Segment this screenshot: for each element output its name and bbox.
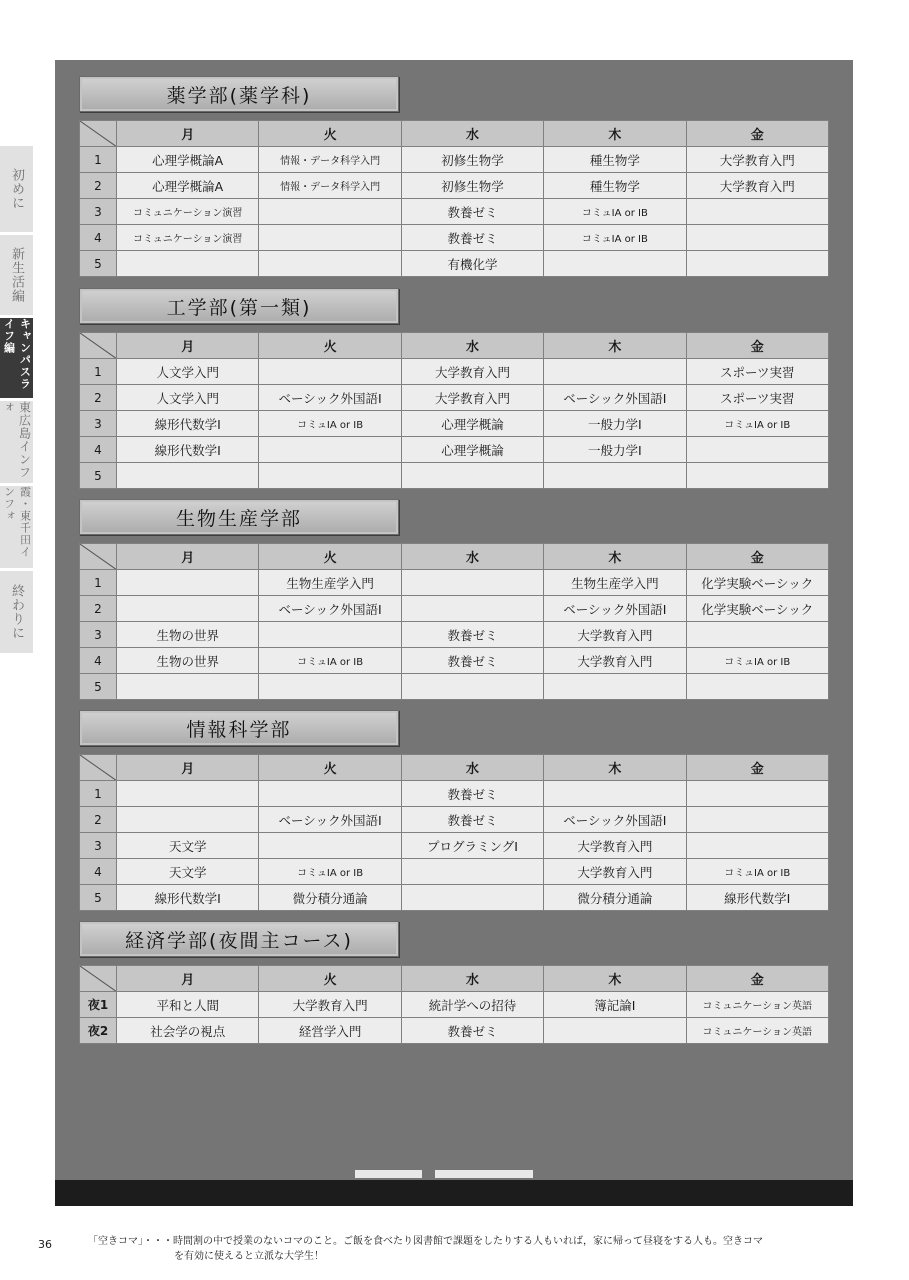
bottom-bar xyxy=(55,1180,853,1206)
section-pharmacy xyxy=(79,76,828,277)
class-cell xyxy=(544,781,686,807)
class-cell: コミュニケーション演習 xyxy=(117,225,259,251)
class-cell: 大学教育入門 xyxy=(686,173,828,199)
class-cell: ベーシック外国語Ⅰ xyxy=(259,385,401,411)
class-cell xyxy=(686,833,828,859)
class-cell: 教養ゼミ xyxy=(401,648,543,674)
class-cell: 生物の世界 xyxy=(117,648,259,674)
class-cell: 大学教育入門 xyxy=(259,992,401,1018)
tab-new-life[interactable]: 新生活編 xyxy=(0,235,33,315)
table-row xyxy=(80,359,829,385)
class-cell: コミュⅠA or ⅠB xyxy=(544,225,686,251)
class-cell: 天文学 xyxy=(117,833,259,859)
table-row xyxy=(80,411,829,437)
day-header: 火 xyxy=(259,544,401,570)
class-cell xyxy=(544,359,686,385)
class-cell: コミュⅠA or ⅠB xyxy=(259,859,401,885)
class-cell: 線形代数学Ⅰ xyxy=(117,885,259,911)
class-cell: 大学教育入門 xyxy=(401,385,543,411)
table-row xyxy=(80,173,829,199)
day-header: 木 xyxy=(544,755,686,781)
class-cell xyxy=(259,833,401,859)
class-cell xyxy=(544,1018,686,1044)
table-row xyxy=(80,992,829,1018)
class-cell: ベーシック外国語Ⅰ xyxy=(544,385,686,411)
period-label: 4 xyxy=(80,859,117,885)
class-cell xyxy=(401,885,543,911)
table-row xyxy=(80,570,829,596)
class-cell: 種生物学 xyxy=(544,147,686,173)
class-cell: 統計学への招待 xyxy=(401,992,543,1018)
tab-campus-life[interactable]: キャンパスライフ編 xyxy=(0,318,33,398)
day-header: 木 xyxy=(544,544,686,570)
class-cell xyxy=(117,463,259,489)
day-header: 火 xyxy=(259,333,401,359)
day-header: 火 xyxy=(259,755,401,781)
class-cell xyxy=(686,622,828,648)
period-label: 5 xyxy=(80,251,117,277)
corner-cell xyxy=(80,966,117,992)
class-cell: 線形代数学Ⅰ xyxy=(686,885,828,911)
class-cell: ベーシック外国語Ⅰ xyxy=(259,807,401,833)
period-label: 5 xyxy=(80,463,117,489)
class-cell: コミュⅠA or ⅠB xyxy=(544,199,686,225)
day-header: 火 xyxy=(259,121,401,147)
day-header: 木 xyxy=(544,121,686,147)
class-cell xyxy=(259,781,401,807)
period-label: 3 xyxy=(80,199,117,225)
class-cell: ベーシック外国語Ⅰ xyxy=(544,596,686,622)
day-header: 水 xyxy=(401,333,543,359)
class-cell: 情報・データ科学入門 xyxy=(259,147,401,173)
class-cell xyxy=(117,570,259,596)
class-cell xyxy=(259,359,401,385)
period-label: 夜2 xyxy=(80,1018,117,1044)
period-label: 2 xyxy=(80,173,117,199)
table-row xyxy=(80,781,829,807)
table-row xyxy=(80,1018,829,1044)
day-header: 月 xyxy=(117,966,259,992)
day-header: 月 xyxy=(117,121,259,147)
class-cell: 一般力学Ⅰ xyxy=(544,437,686,463)
tab-higashihiroshima-info[interactable]: 東広島インフォ xyxy=(0,401,33,483)
table-row xyxy=(80,385,829,411)
period-label: 4 xyxy=(80,437,117,463)
class-cell: 線形代数学Ⅰ xyxy=(117,411,259,437)
tab-intro[interactable]: 初めに xyxy=(0,146,33,232)
period-label: 2 xyxy=(80,385,117,411)
section-engineering xyxy=(79,288,828,489)
class-cell xyxy=(259,463,401,489)
decoration-bar xyxy=(355,1170,422,1178)
day-header: 月 xyxy=(117,755,259,781)
section-title: 工学部(第一類) xyxy=(79,288,399,324)
period-label: 1 xyxy=(80,570,117,596)
class-cell: 生物の世界 xyxy=(117,622,259,648)
period-label: 1 xyxy=(80,359,117,385)
header-row xyxy=(80,333,829,359)
class-cell: 教養ゼミ xyxy=(401,622,543,648)
class-cell xyxy=(544,674,686,700)
class-cell: 生物生産学入門 xyxy=(544,570,686,596)
decoration-bar xyxy=(435,1170,533,1178)
timetable xyxy=(79,120,829,277)
class-cell: 情報・データ科学入門 xyxy=(259,173,401,199)
class-cell xyxy=(259,437,401,463)
class-cell xyxy=(686,225,828,251)
class-cell xyxy=(259,199,401,225)
class-cell: 初修生物学 xyxy=(401,147,543,173)
class-cell xyxy=(117,807,259,833)
table-row xyxy=(80,807,829,833)
day-header: 水 xyxy=(401,755,543,781)
class-cell xyxy=(401,674,543,700)
class-cell: コミュⅠA or ⅠB xyxy=(686,648,828,674)
day-header: 金 xyxy=(686,121,828,147)
class-cell: 大学教育入門 xyxy=(401,359,543,385)
class-cell xyxy=(686,463,828,489)
class-cell xyxy=(117,781,259,807)
table-row xyxy=(80,199,829,225)
section-title: 経済学部(夜間主コース) xyxy=(79,921,399,957)
day-header: 火 xyxy=(259,966,401,992)
class-cell xyxy=(401,570,543,596)
footnote-line: を有効に使えると立派な大学生！ xyxy=(174,1251,324,1262)
class-cell xyxy=(686,674,828,700)
header-row xyxy=(80,755,829,781)
class-cell: コミュニケーション英語 xyxy=(686,1018,828,1044)
day-header: 月 xyxy=(117,544,259,570)
class-cell: 一般力学Ⅰ xyxy=(544,411,686,437)
class-cell: 微分積分通論 xyxy=(259,885,401,911)
class-cell: 線形代数学Ⅰ xyxy=(117,437,259,463)
table-row xyxy=(80,463,829,489)
day-header: 木 xyxy=(544,333,686,359)
period-label: 1 xyxy=(80,147,117,173)
class-cell: コミュⅠA or ⅠB xyxy=(686,859,828,885)
class-cell: 天文学 xyxy=(117,859,259,885)
class-cell xyxy=(686,807,828,833)
class-cell: 心理学概論 xyxy=(401,437,543,463)
class-cell: 教養ゼミ xyxy=(401,225,543,251)
class-cell xyxy=(259,225,401,251)
side-tabs xyxy=(0,146,33,656)
section-title: 薬学部(薬学科) xyxy=(79,76,399,112)
class-cell xyxy=(401,859,543,885)
timetable xyxy=(79,965,829,1044)
class-cell xyxy=(401,596,543,622)
class-cell: 教養ゼミ xyxy=(401,1018,543,1044)
period-label: 3 xyxy=(80,833,117,859)
class-cell: 人文学入門 xyxy=(117,385,259,411)
tab-kasumi-higashisenda-info[interactable]: 霞・東千田インフォ xyxy=(0,486,33,568)
period-label: 2 xyxy=(80,596,117,622)
table-row xyxy=(80,251,829,277)
day-header: 金 xyxy=(686,333,828,359)
day-header: 水 xyxy=(401,966,543,992)
diagonal-line xyxy=(80,755,117,781)
table-row xyxy=(80,648,829,674)
class-cell: コミュⅠA or ⅠB xyxy=(686,411,828,437)
class-cell: 大学教育入門 xyxy=(686,147,828,173)
class-cell: 大学教育入門 xyxy=(544,622,686,648)
class-cell xyxy=(686,781,828,807)
class-cell: 簿記論Ⅰ xyxy=(544,992,686,1018)
period-label: 4 xyxy=(80,225,117,251)
period-label: 3 xyxy=(80,622,117,648)
footnote xyxy=(88,1234,828,1264)
class-cell: プログラミングⅠ xyxy=(401,833,543,859)
corner-cell xyxy=(80,755,117,781)
class-cell xyxy=(259,251,401,277)
class-cell: 化学実験ベーシック xyxy=(686,570,828,596)
table-row xyxy=(80,596,829,622)
period-label: 3 xyxy=(80,411,117,437)
period-label: 2 xyxy=(80,807,117,833)
period-label: 5 xyxy=(80,885,117,911)
diagonal-line xyxy=(80,333,117,359)
class-cell: 人文学入門 xyxy=(117,359,259,385)
diagonal-line xyxy=(80,966,117,992)
corner-cell xyxy=(80,121,117,147)
diagonal-line xyxy=(80,121,117,147)
section-applied-biology xyxy=(79,499,828,700)
class-cell: 大学教育入門 xyxy=(544,859,686,885)
table-row xyxy=(80,225,829,251)
class-cell: 有機化学 xyxy=(401,251,543,277)
class-cell: 大学教育入門 xyxy=(544,833,686,859)
section-title: 生物生産学部 xyxy=(79,499,399,535)
tab-ending[interactable]: 終わりに xyxy=(0,571,33,653)
class-cell xyxy=(686,437,828,463)
class-cell xyxy=(259,674,401,700)
page-number: 36 xyxy=(38,1238,52,1251)
day-header: 木 xyxy=(544,966,686,992)
class-cell xyxy=(117,596,259,622)
corner-cell xyxy=(80,333,117,359)
class-cell: 初修生物学 xyxy=(401,173,543,199)
header-row xyxy=(80,121,829,147)
class-cell: 種生物学 xyxy=(544,173,686,199)
section-title: 情報科学部 xyxy=(79,710,399,746)
class-cell: 経営学入門 xyxy=(259,1018,401,1044)
table-row xyxy=(80,622,829,648)
period-label: 1 xyxy=(80,781,117,807)
section-informatics xyxy=(79,710,828,911)
period-label: 夜1 xyxy=(80,992,117,1018)
table-row xyxy=(80,147,829,173)
class-cell: コミュニケーション英語 xyxy=(686,992,828,1018)
class-cell xyxy=(117,674,259,700)
table-row xyxy=(80,437,829,463)
table-row xyxy=(80,859,829,885)
header-row xyxy=(80,966,829,992)
corner-cell xyxy=(80,544,117,570)
class-cell: 心理学概論 xyxy=(401,411,543,437)
class-cell xyxy=(544,463,686,489)
class-cell: 平和と人間 xyxy=(117,992,259,1018)
class-cell: 教養ゼミ xyxy=(401,807,543,833)
class-cell xyxy=(259,622,401,648)
class-cell: スポーツ実習 xyxy=(686,359,828,385)
class-cell: コミュⅠA or ⅠB xyxy=(259,648,401,674)
timetable xyxy=(79,332,829,489)
class-cell xyxy=(686,199,828,225)
class-cell: ベーシック外国語Ⅰ xyxy=(259,596,401,622)
class-cell: 教養ゼミ xyxy=(401,781,543,807)
timetable xyxy=(79,754,829,911)
table-row xyxy=(80,674,829,700)
day-header: 水 xyxy=(401,121,543,147)
class-cell: ベーシック外国語Ⅰ xyxy=(544,807,686,833)
class-cell: 社会学の視点 xyxy=(117,1018,259,1044)
period-label: 4 xyxy=(80,648,117,674)
day-header: 金 xyxy=(686,544,828,570)
class-cell: 心理学概論A xyxy=(117,173,259,199)
footnote-line: 「空きコマ」・・・時間割の中で授業のないコマのこと。ご飯を食べたり図書館で課題をしたりする人もいれば，家に帰って昼寝をする人も。空きコマ xyxy=(88,1236,763,1247)
day-header: 金 xyxy=(686,755,828,781)
class-cell: 生物生産学入門 xyxy=(259,570,401,596)
class-cell xyxy=(117,251,259,277)
class-cell: コミュニケーション演習 xyxy=(117,199,259,225)
class-cell xyxy=(544,251,686,277)
header-row xyxy=(80,544,829,570)
diagonal-line xyxy=(80,544,117,570)
class-cell: 大学教育入門 xyxy=(544,648,686,674)
class-cell xyxy=(401,463,543,489)
table-row xyxy=(80,885,829,911)
class-cell: スポーツ実習 xyxy=(686,385,828,411)
class-cell: 微分積分通論 xyxy=(544,885,686,911)
day-header: 月 xyxy=(117,333,259,359)
period-label: 5 xyxy=(80,674,117,700)
section-economics-night xyxy=(79,921,828,1044)
day-header: 金 xyxy=(686,966,828,992)
day-header: 水 xyxy=(401,544,543,570)
table-row xyxy=(80,833,829,859)
class-cell: 心理学概論A xyxy=(117,147,259,173)
class-cell xyxy=(686,251,828,277)
timetable xyxy=(79,543,829,700)
class-cell: 化学実験ベーシック xyxy=(686,596,828,622)
class-cell: 教養ゼミ xyxy=(401,199,543,225)
class-cell: コミュⅠA or ⅠB xyxy=(259,411,401,437)
